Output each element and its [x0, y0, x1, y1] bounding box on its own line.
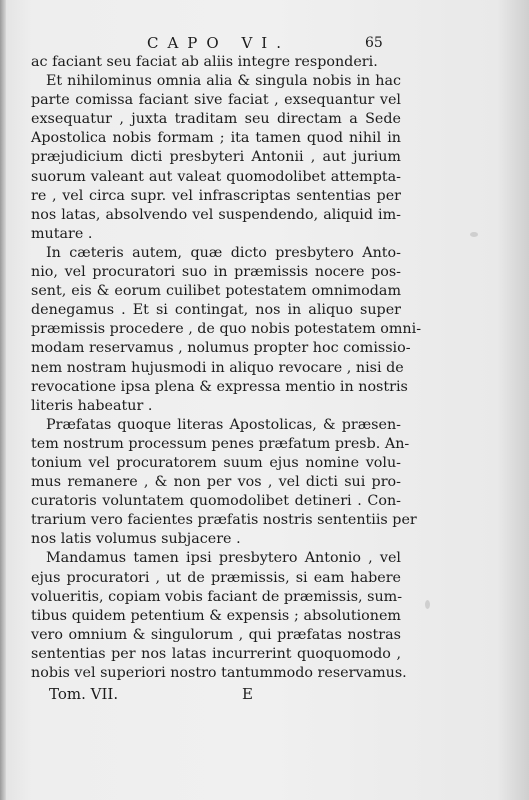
text-line: Apostolica nobis formam ; ita tamen quod nihil in [31, 130, 401, 147]
text-line: exsequatur , juxta traditam seu directam a Sede [31, 111, 401, 128]
running-head [31, 33, 401, 53]
signature-mark: E [242, 685, 253, 704]
text-line: nobis vel superiori nostro tantummodo reservamus. [31, 665, 407, 681]
chapter-title: CAPO VI. [147, 34, 290, 52]
text-block [31, 33, 422, 705]
text-line: Mandamus tamen ipsi presbytero Antonio , vel [46, 550, 401, 567]
paper-spot [470, 232, 478, 237]
text-line: mus remanere , & non per vos , vel dicti sui pro- [31, 474, 401, 491]
text-line: In cæteris autem, quæ dicto presbytero Anto- [46, 244, 401, 261]
text-line: nio, vel procuratori suo in præmissis nocere pos- [31, 264, 401, 281]
text-line: tem nostrum processum penes præfatum presb. An- [31, 435, 410, 452]
text-line: literis habeatur . [31, 397, 153, 414]
text-line: ejus procuratori , ut de præmissis, si eam habere [31, 569, 401, 586]
text-line: modam reservamus , nolumus propter hoc comissio- [31, 340, 411, 357]
text-line: suorum valeant aut valeat quomodolibet attempta- [31, 168, 401, 185]
text-line: sent, eis & eorum cuilibet potestatem omnimodam [31, 283, 401, 300]
text-line: præjudicium dicti presbyteri Antonii , aut jurium [31, 149, 401, 166]
page-footer [31, 683, 401, 705]
page-gutter [0, 0, 6, 800]
text-line: Et nihilominus omnia alia & singula nobis in hac [46, 73, 401, 90]
text-line: vero omnium & singulorum , qui præfatas nostras [31, 626, 401, 643]
text-line: ac faciant seu faciat ab aliis integre responderi. [31, 54, 378, 70]
text-line: præmissis procedere , de quo nobis potestatem omni- [31, 321, 422, 338]
paragraph [31, 72, 401, 244]
text-line: trarium vero facientes præfatis nostris sententiis per [31, 512, 417, 529]
text-line: nos latas, absolvendo vel suspendendo, aliquid im- [31, 206, 401, 223]
volume-label: Tom. VII. [49, 685, 119, 704]
paragraph [31, 53, 401, 72]
paragraph [31, 549, 407, 683]
paragraph [31, 244, 422, 416]
text-line: denegamus . Et si contingat, nos in aliquo super [31, 302, 401, 319]
text-line: Præfatas quoque literas Apostolicas, & præsen- [46, 416, 401, 433]
paper-spot [425, 600, 430, 609]
text-line: nos latis volumus subjacere . [31, 531, 241, 548]
text-line: parte comissa faciant sive faciat , exsequantur vel [31, 92, 401, 109]
text-line: tonium vel procuratorem suum ejus nomine volu- [31, 454, 401, 471]
text-line: curatoris voluntatem quomodolibet detineri . Con- [31, 493, 401, 510]
text-line: tibus quidem petentium & expensis ; absolutionem [31, 607, 401, 624]
text-line: re , vel circa supr. vel infrascriptas sententias per [31, 187, 401, 204]
text-line: nem nostram hujusmodi in aliquo revocare , nisi de [31, 359, 404, 376]
paragraph [31, 416, 417, 550]
body-text [31, 53, 422, 683]
text-line: revocatione ipsa plena & expressa mentio in nostris [31, 378, 408, 395]
text-line: mutare . [31, 225, 93, 242]
text-line: volueritis, copiam vobis faciant de præmissis, sum- [31, 588, 403, 605]
page-number: 65 [365, 35, 383, 51]
text-line: sententias per nos latas incurrerint quoquomodo , [31, 645, 401, 662]
